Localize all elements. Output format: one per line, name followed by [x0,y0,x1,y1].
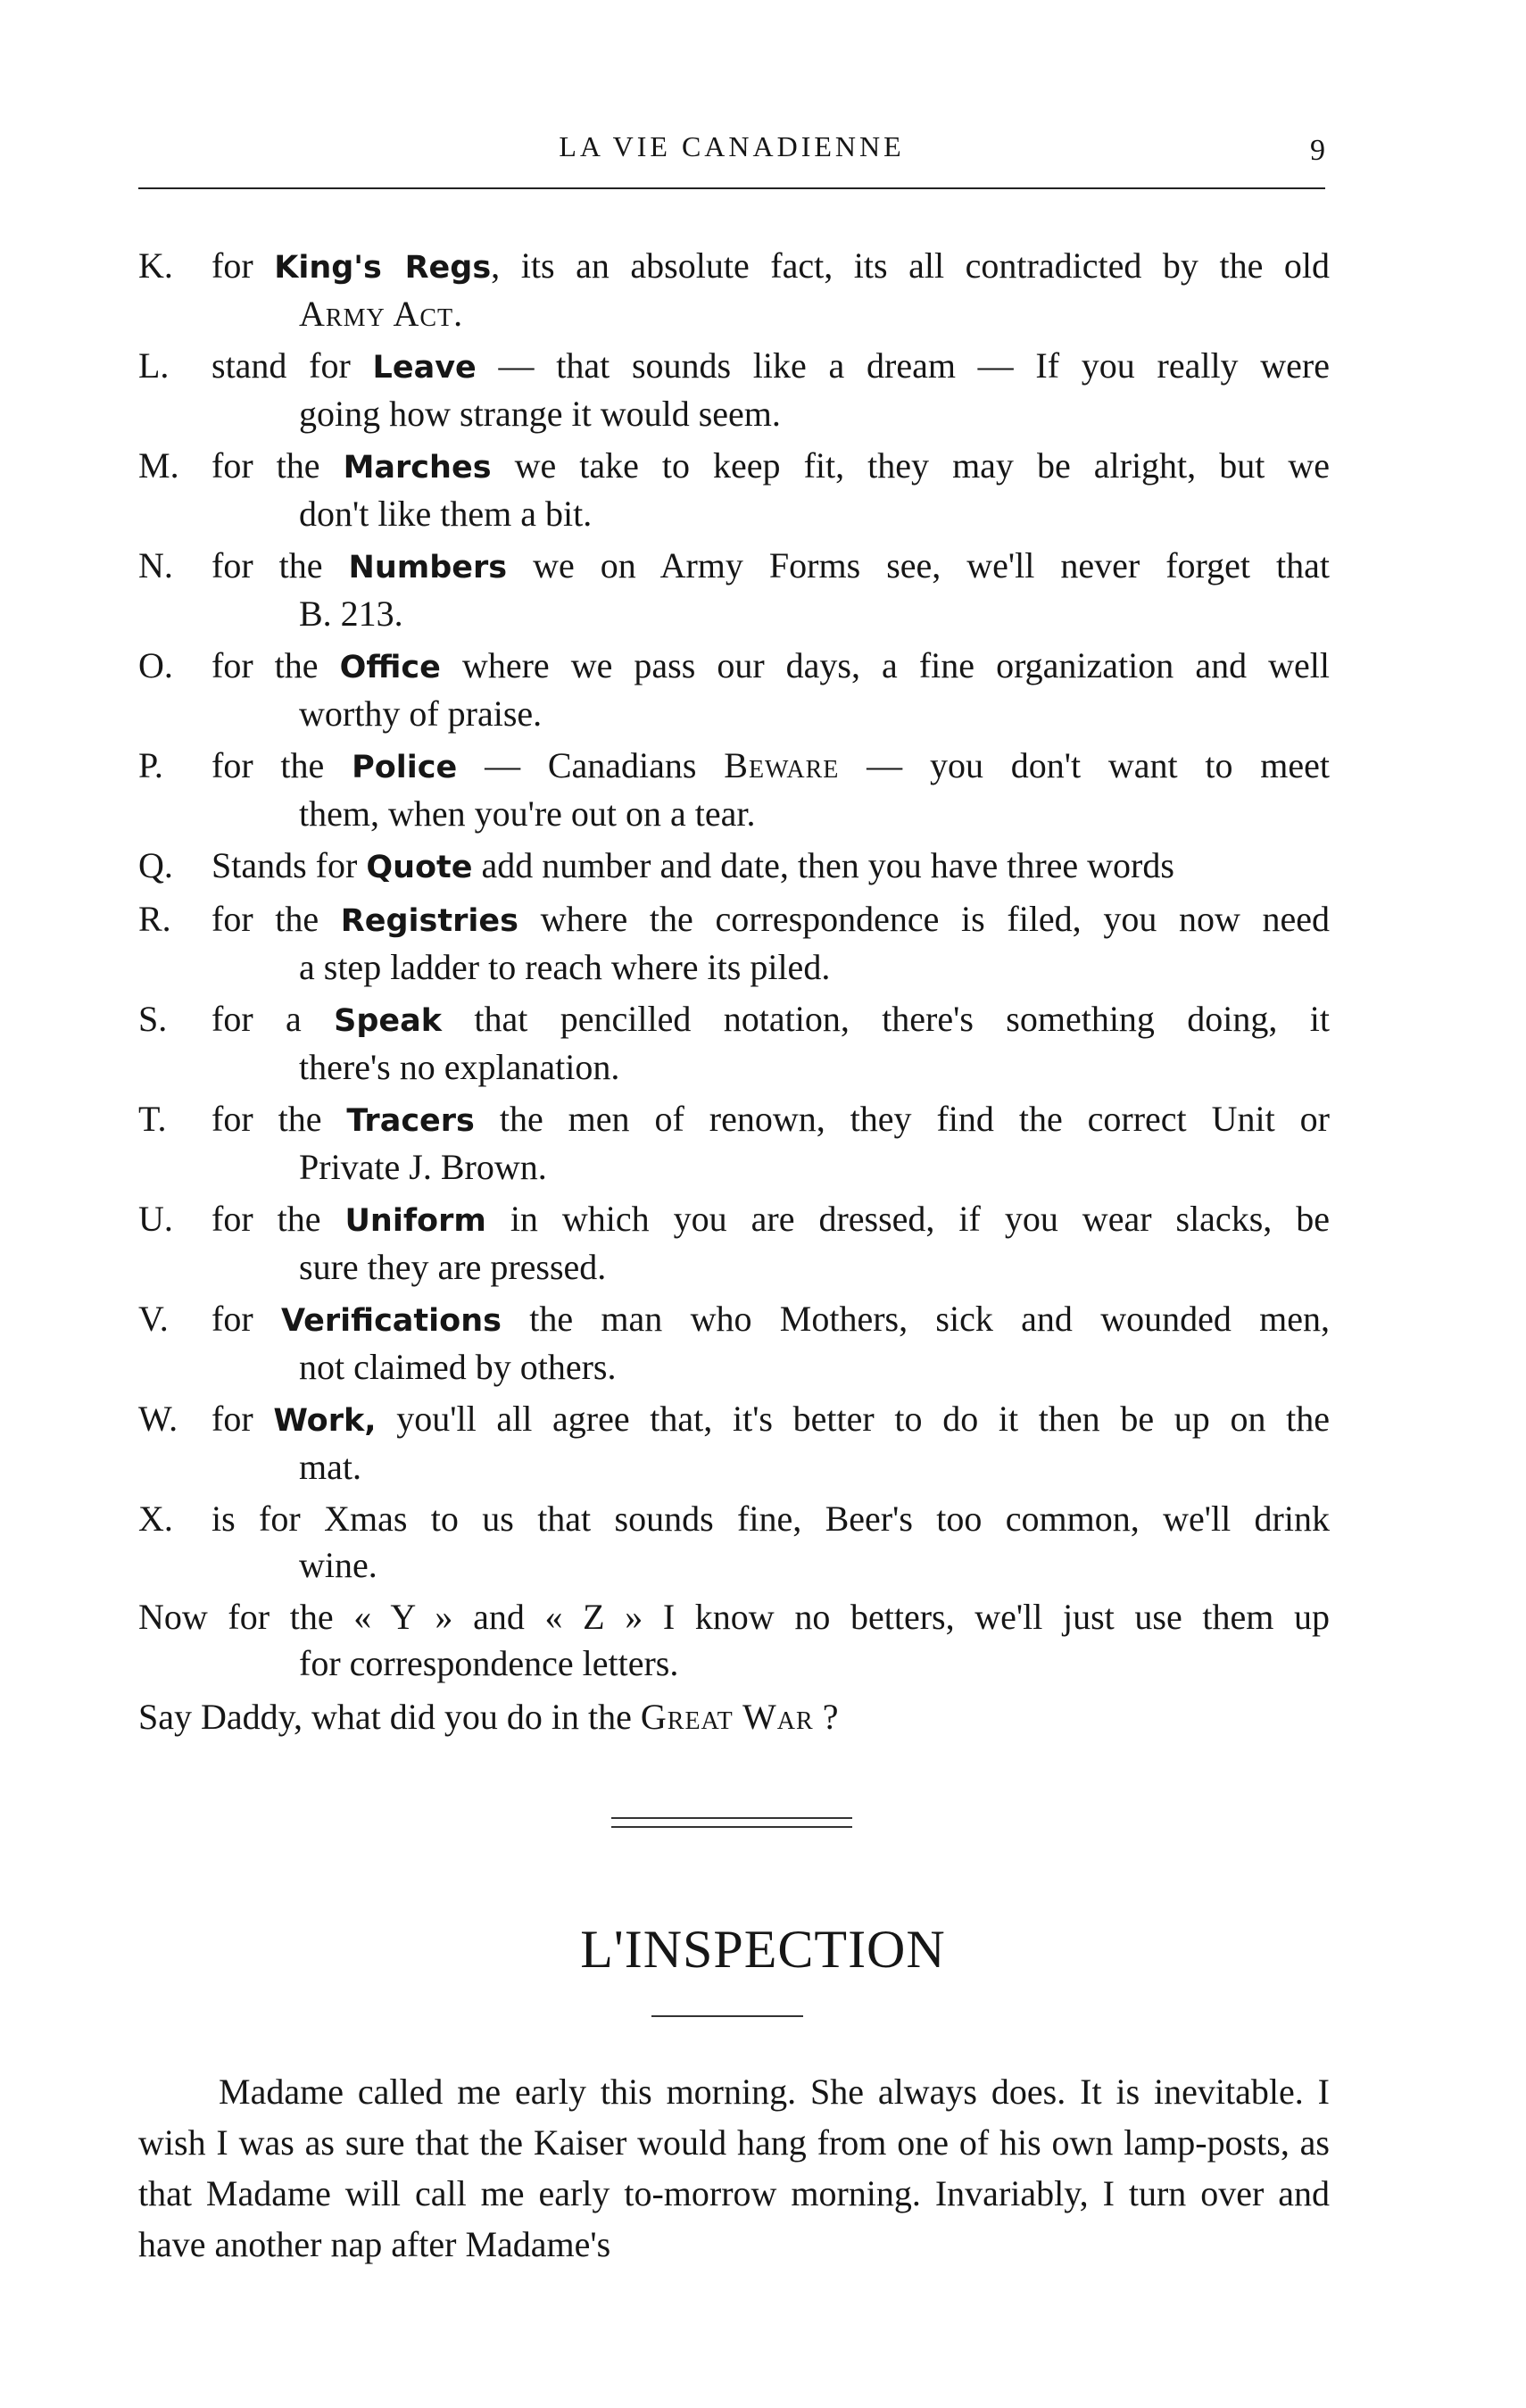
alphabet-entry-v [138,1296,1330,1391]
alphabet-entry-l [138,343,1330,437]
entry-line [138,243,1330,291]
entry-text: Stands for Quote add number and date, then you have three words [211,845,1174,885]
entry-letter: Q. [138,845,173,885]
entry-continuation: mat. [299,1447,361,1487]
entry-text: is for Xmas to us that sounds fine, Beer's too common, we'll drink [211,1499,1330,1539]
entry-letter: S. [138,999,168,1039]
entry-continuation: wine. [299,1545,377,1585]
alphabet-entry-s [138,996,1330,1091]
entry-keyword: Verifications [280,1303,502,1339]
entry-continuation: not claimed by others. [299,1347,617,1387]
entry-continuation: Private J. Brown. [299,1147,547,1187]
entry-keyword: Marches [343,450,492,486]
army-act-text: Army Act. [299,294,464,334]
entry-keyword: Leave [372,350,477,386]
alphabet-entry-k [138,243,1330,337]
header-rule [138,187,1325,189]
entry-continuation: worthy of praise. [299,693,543,734]
page-number: 9 [1310,134,1325,167]
beware-text: Beware [724,745,840,785]
entry-keyword: Office [339,650,441,685]
entry-line [138,743,1330,791]
body-paragraph: Madame called me early this morning. She always does. It is inevitable. I wish I was as sure that the Kaiser would hang from one of his own lamp-posts, as that Madame will call me early to-morrow morning. Invariably, I turn over and have another nap after Madame's [138,2072,1330,2264]
entry-line [138,1396,1330,1444]
entry-letter: R. [138,899,171,939]
entry-letter: X. [138,1499,173,1539]
entry-text: for a Speak that pencilled notation, there's something doing, it [211,999,1331,1039]
entry-text: for the Police — Canadians Beware — you don't want to meet [211,745,1331,785]
entry-keyword: Police [352,750,458,785]
entry-line [138,643,1330,691]
entry-keyword: Registries [340,903,518,939]
alphabet-entry-t [138,1096,1330,1191]
page-header [138,125,1325,179]
entry-line [138,343,1330,391]
entry-letter: V. [138,1299,169,1339]
entry-keyword: Speak [334,1003,443,1039]
alphabet-entry-yz [138,1594,1330,1687]
great-war-text: Great War [640,1697,814,1737]
alphabet-poem [138,243,1330,1740]
entry-text: for the Office where we pass our days, a fine organization and well [211,645,1330,685]
entry-line [138,996,1330,1044]
entry-line [138,1096,1330,1144]
entry-text: for the Uniform in which you are dressed, if you wear slacks, be [211,1199,1330,1239]
closing-line: Say Daddy, what did you do in the Great War ? [138,1697,839,1737]
entry-line [138,543,1330,591]
entry-line [138,896,1330,944]
alphabet-entry-w [138,1396,1330,1490]
title-rule [651,2015,803,2017]
entry-keyword: Quote [366,850,473,885]
entry-line [138,843,1330,891]
entry-keyword: Work, [273,1403,377,1439]
alphabet-entry-u [138,1196,1330,1291]
entry-letter: N. [138,545,173,585]
entry-text: stand for Leave — that sounds like a dream — If you really were [211,345,1331,386]
entry-letter: P. [138,745,163,785]
entry-continuation: a step ladder to reach where its piled. [299,947,831,987]
entry-continuation: there's no explanation. [299,1047,620,1087]
entry-text: for the Numbers we on Army Forms see, we'll never forget that [211,545,1330,585]
entry-letter: T. [138,1099,167,1139]
entry-line [138,1496,1330,1542]
entry-text: for the Marches we take to keep fit, they may be alright, but we [211,445,1330,486]
entry-letter: W. [138,1399,178,1439]
entry-text: Now for the « Y » and « Z » I know no betters, we'll just use them up [138,1597,1330,1637]
entry-continuation: them, when you're out on a tear. [299,793,756,834]
entry-line [138,1296,1330,1344]
entry-text: for Verifications the man who Mothers, sick and wounded men, [211,1299,1331,1339]
entry-letter: U. [138,1199,173,1239]
entry-continuation [138,291,1330,337]
entry-keyword: Uniform [344,1203,486,1239]
entry-text: for Work, you'll all agree that, it's better to do it then be up on the [211,1399,1331,1439]
entry-continuation: for correspondence letters. [299,1643,679,1683]
entry-text: for King's Regs, its an absolute fact, its all contradicted by the old [211,245,1331,286]
entry-letter: O. [138,645,173,685]
section-title: L'INSPECTION [580,1920,946,1979]
alphabet-entry-x [138,1496,1330,1589]
section-divider [611,1817,852,1828]
entry-text: for the Tracers the men of renown, they find the correct Unit or [211,1099,1330,1139]
entry-line [138,1196,1330,1244]
entry-continuation: sure they are pressed. [299,1247,607,1287]
alphabet-entry-p [138,743,1330,837]
entry-keyword: Tracers [346,1103,475,1139]
alphabet-entry-q [138,843,1330,891]
entry-line [138,443,1330,491]
entry-letter: K. [138,245,173,286]
alphabet-entry-n [138,543,1330,637]
alphabet-entry-r [138,896,1330,991]
entry-keyword: King's Regs [274,250,492,286]
entry-keyword: Numbers [348,550,508,585]
entry-line [138,1594,1330,1640]
alphabet-entry-o [138,643,1330,737]
entry-letter: L. [138,345,170,386]
entry-text: for the Registries where the correspondence is filed, you now need [211,899,1330,939]
entry-continuation: going how strange it would seem. [299,394,781,434]
alphabet-entry-m [138,443,1330,537]
entry-continuation: B. 213. [299,594,403,634]
entry-letter: M. [138,445,179,486]
running-head: LA VIE CANADIENNE [559,130,905,162]
entry-continuation: don't like them a bit. [299,494,593,534]
